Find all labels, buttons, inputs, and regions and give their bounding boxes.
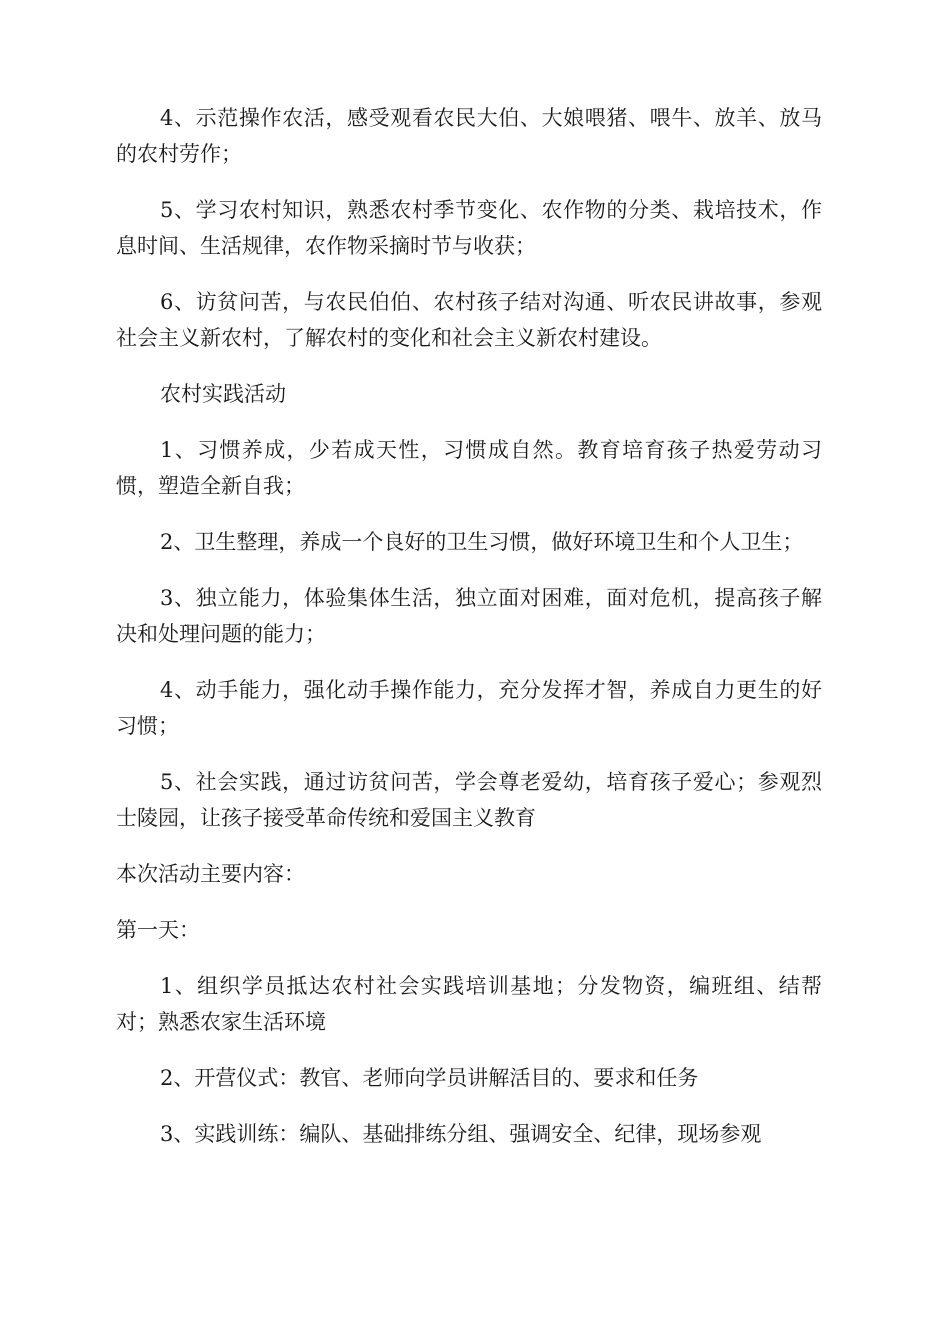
section-heading-rural-practice: 农村实践活动: [160, 382, 286, 406]
paragraph-item-5-social-practice: 5、社会实践，通过访贫问苦，学会尊老爱幼，培育孩子爱心；参观烈士陵园，让孩子接受革命传统和爱国主义教育: [116, 770, 822, 830]
paragraph-item-1-habits: 1、习惯养成，少若成天性，习惯成自然。教育培育孩子热爱劳动习惯，塑造全新自我；: [116, 438, 822, 498]
document-body: [116, 100, 822, 1172]
paragraph-day1-item-2: 2、开营仪式：教官、老师向学员讲解活目的、要求和任务: [160, 1066, 699, 1090]
paragraph-item-2-hygiene: 2、卫生整理，养成一个良好的卫生习惯，做好环境卫生和个人卫生；: [160, 530, 804, 554]
paragraph-item-4-hands-on: 4、动手能力，强化动手操作能力，充分发挥才智，养成自力更生的好习惯；: [116, 678, 822, 738]
paragraph-item-3-independence: 3、独立能力，体验集体生活，独立面对困难，面对危机，提高孩子解决和处理问题的能力；: [116, 586, 822, 646]
paragraph-item-5-rural-knowledge: 5、学习农村知识，熟悉农村季节变化、农作物的分类、栽培技术，作息时间、生活规律，农作物采摘时节与收获；: [116, 198, 822, 258]
section-heading-day-one: 第一天：: [116, 918, 200, 942]
section-heading-main-content: 本次活动主要内容：: [116, 862, 305, 886]
paragraph-day1-item-1: 1、组织学员抵达农村社会实践培训基地；分发物资，编班组、结帮对；熟悉农家生活环境: [116, 974, 822, 1034]
paragraph-item-4-farm-work: 4、示范操作农活，感受观看农民大伯、大娘喂猪、喂牛、放羊、放马的农村劳作；: [116, 106, 822, 166]
paragraph-item-6-visit-poor: 6、访贫问苦，与农民伯伯、农村孩子结对沟通、听农民讲故事，参观社会主义新农村，了解农村的变化和社会主义新农村建设。: [116, 290, 822, 350]
paragraph-day1-item-3: 3、实践训练：编队、基础排练分组、强调安全、纪律，现场参观: [160, 1122, 762, 1146]
